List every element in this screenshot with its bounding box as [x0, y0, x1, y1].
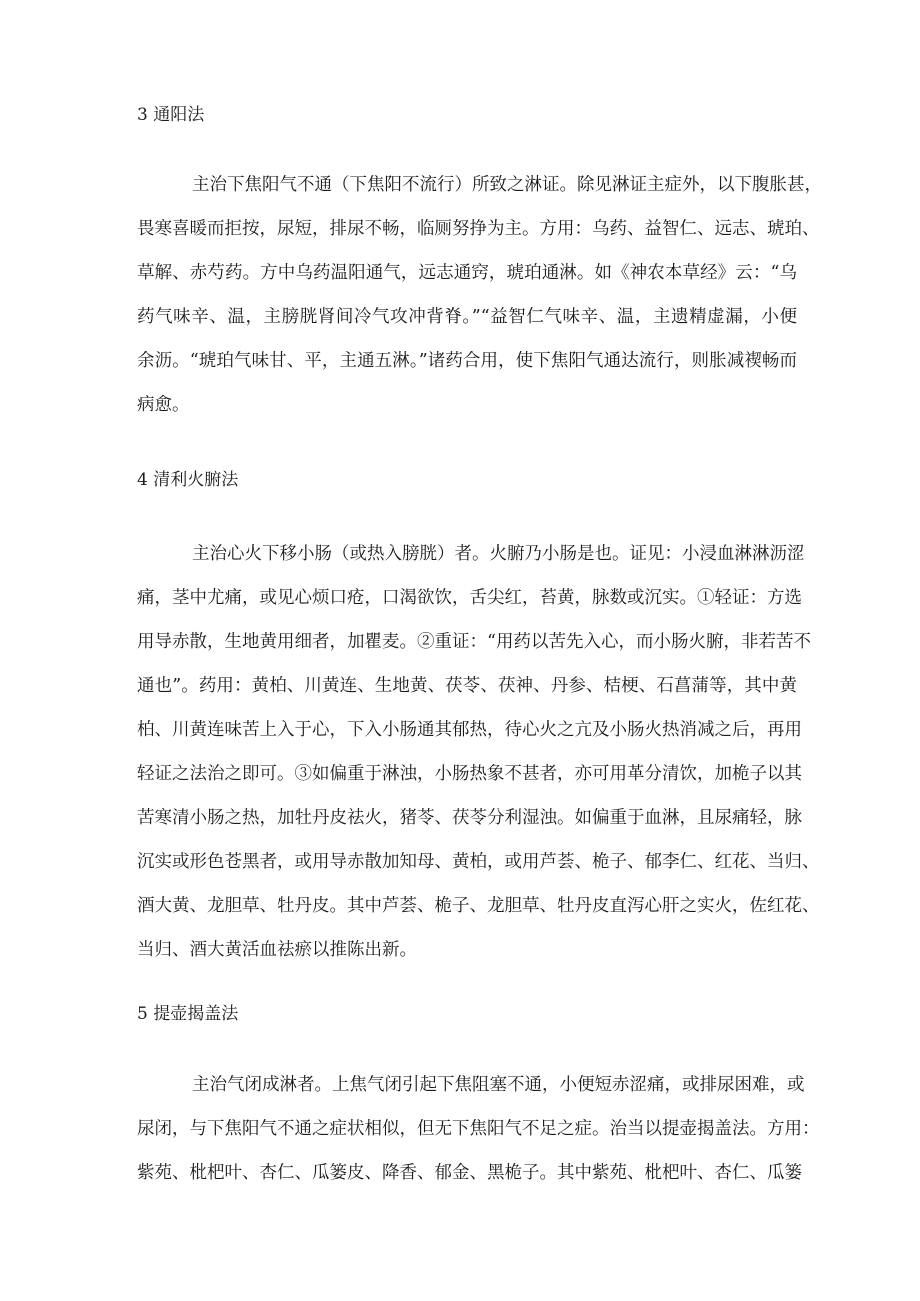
text-line: 当归、酒大黄活血祛瘀以推陈出新。 [137, 940, 417, 960]
text-line: 沉实或形色苍黑者，或用导赤散加知母、黄柏，或用芦荟、桅子、郁李仁、红花、当归、 [137, 852, 820, 872]
text-line: 病愈。 [137, 395, 190, 415]
text-line: 苦寒清小肠之热，加牡丹皮祛火，猪苓、茯苓分利湿浊。如偏重于血淋，且尿痛轻，脉 [137, 808, 802, 828]
text-line: 草解、赤芍药。方中乌药温阳通气，远志通窍，琥珀通淋。如《神农本草经》云：“乌 [137, 263, 797, 283]
section-heading-5: 5 提壶揭盖法 [137, 1004, 239, 1024]
text-line: 药气味辛、温，主膀胱肾间冷气攻冲背脊。”“益智仁气味辛、温，主遗精虚漏，小便 [137, 307, 797, 327]
text-line: 痛，茎中尤痛，或见心烦口疮，口渴欲饮，舌尖红，苔黄，脉数或沉实。①轻证：方选 [137, 588, 802, 608]
text-line: 主治心火下移小肠（或热入膀胱）者。火腑乃小肠是也。证见：小浸血淋淋沥涩 [192, 544, 805, 564]
section-heading-3: 3 通阳法 [137, 105, 205, 125]
text-line: 余沥。“琥珀气味甘、平，主通五淋。”诸药合用，使下焦阳气通达流行，则胀减褉畅而 [137, 351, 797, 371]
text-line: 柏、川黄连味苦上入于心，下入小肠通其郁热，待心火之亢及小肠火热消减之后，再用 [137, 720, 802, 740]
text-line: 畏寒喜暖而拒按，尿短，排尿不畅，临厕努挣为主。方用：乌药、益智仁、远志、琥珀、 [137, 219, 820, 239]
text-line: 轻证之法治之即可。③如偏重于淋浊，小肠热象不甚者，亦可用革分清饮，加桅子以其 [137, 764, 802, 784]
text-line: 尿闭，与下焦阳气不通之症状相似，但无下焦阳气不足之症。治当以提壶揭盖法。方用： [137, 1119, 820, 1139]
text-line: 酒大黄、龙胆草、牡丹皮。其中芦荟、桅子、龙胆草、牡丹皮直泻心肝之实火，佐红花、 [137, 896, 820, 916]
text-line: 紫苑、枇杷叶、杏仁、瓜篓皮、降香、郁金、黑桅子。其中紫苑、枇杷叶、杏仁、瓜篓 [137, 1163, 802, 1183]
section-heading-4: 4 清利火腑法 [137, 470, 239, 490]
text-line: 主治下焦阳气不通（下焦阳不流行）所致之淋证。除见淋证主症外，以下腹胀甚， [192, 175, 822, 195]
text-line: 主治气闭成淋者。上焦气闭引起下焦阻塞不通，小便短赤涩痛，或排尿困难，或 [192, 1075, 805, 1095]
section-body-5 [137, 1063, 820, 1195]
text-line: 用导赤散，生地黄用细者，加瞿麦。②重证：“用药以苦先入心，而小肠火腑，非若苦不 [137, 632, 811, 652]
text-line: 通也”。药用：黄柏、川黄连、生地黄、茯苓、茯神、丹参、桔梗、石菖蒲等，其中黄 [137, 676, 797, 696]
section-body-4 [137, 532, 820, 972]
section-body-3 [137, 163, 822, 427]
